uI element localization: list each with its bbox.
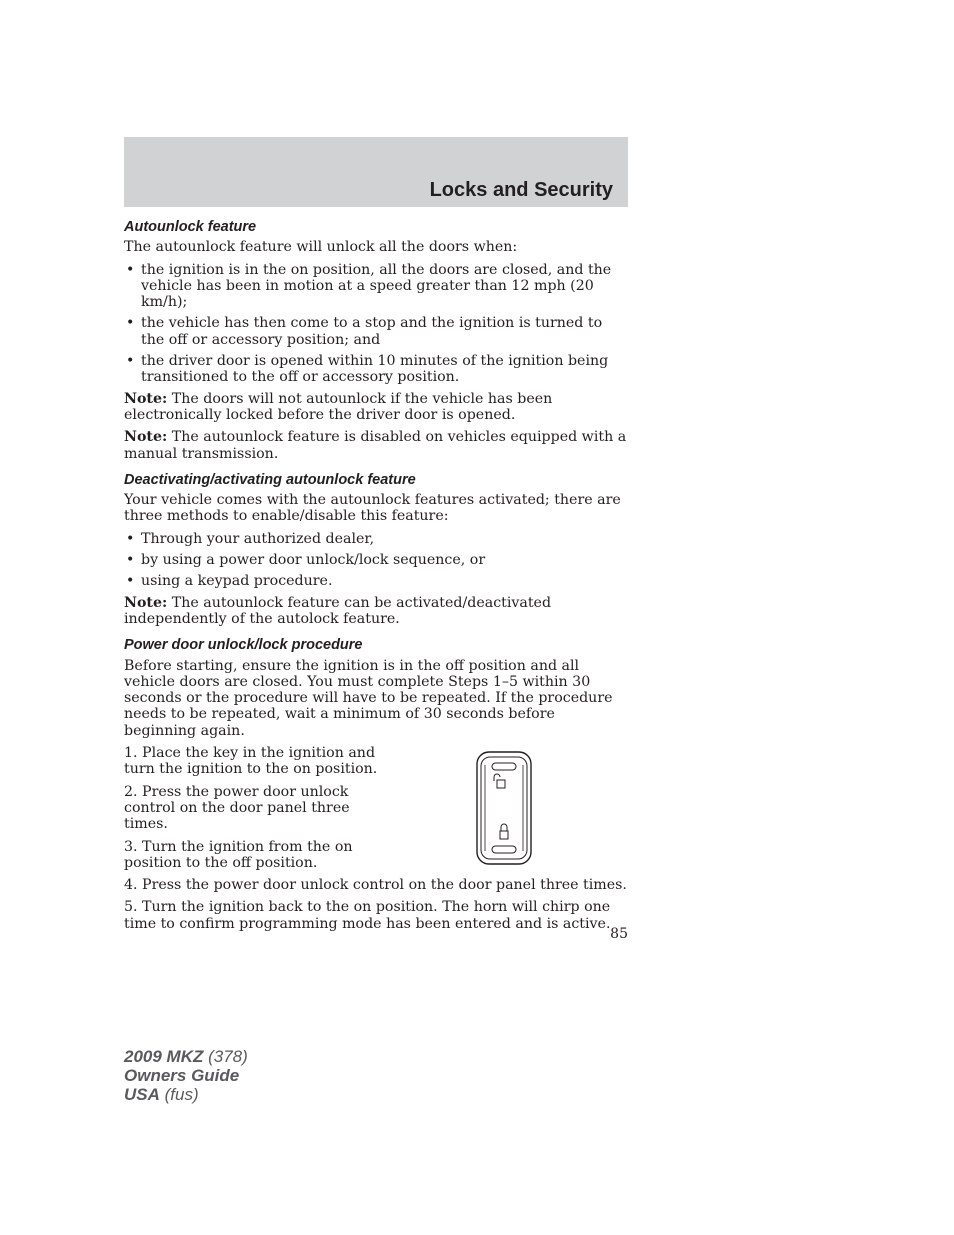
steps-with-figure — [124, 745, 628, 871]
header-band — [124, 137, 628, 207]
bullet: • — [126, 552, 135, 569]
list-item: • the vehicle has then come to a stop and the ignition is turned to the off or accessory position; and — [126, 315, 603, 348]
door-lock-switch-illustration — [476, 751, 532, 865]
heading-procedure: Power door unlock/lock procedure — [124, 637, 363, 654]
bullet: • — [126, 353, 135, 370]
heading-autounlock: Autounlock feature — [124, 219, 257, 235]
heading-deactivating: Deactivating/activating autounlock feature — [124, 471, 416, 488]
bullet: • — [126, 261, 135, 278]
autounlock-conditions-list — [124, 262, 628, 386]
procedure-intro: Before starting, ensure the ignition is in the off position and all vehicle doors are closed. You must complete Steps 1–5 within 30 seconds or the procedure will have to be repeated. If the procedure needs to be repeated, wait a minimum of 30 seconds before beginning again. — [124, 657, 613, 739]
autounlock-intro: The autounlock feature will unlock all the doors when: — [124, 239, 518, 256]
bullet: • — [126, 315, 135, 332]
note-independent: Note: The autounlock feature can be activated/deactivated independently of the autolock feature. — [124, 594, 552, 627]
list-item: • the driver door is opened within 10 minutes of the ignition being transitioned to the off or accessory position. — [126, 353, 609, 386]
step-5: 5. Turn the ignition back to the on position. The horn will chirp one time to confirm programming mode has been entered and is active. — [124, 899, 611, 932]
note-manual-transmission: Note: The autounlock feature is disabled on vehicles equipped with a manual transmission. — [124, 429, 627, 462]
section-title: Locks and Security — [429, 179, 613, 201]
page-number: 85 — [610, 926, 628, 942]
note-autounlock-locked: Note: The doors will not autounlock if the vehicle has been electronically locked before the driver door is opened. — [124, 390, 553, 423]
list-item: • Through your authorized dealer, — [126, 530, 375, 547]
list-item: • the ignition is in the on position, all the doors are closed, and the vehicle has been in motion at a speed greater than 12 mph (20 km/h); — [126, 261, 612, 311]
document-footer: 2009 MKZ (378) Owners Guide USA (fus) — [124, 1047, 248, 1104]
step-2: 2. Press the power door unlock control on the door panel three times. — [124, 783, 350, 833]
deactivating-methods-list — [124, 531, 628, 590]
step-4: 4. Press the power door unlock control on the door panel three times. — [124, 877, 627, 894]
page-content — [124, 219, 628, 938]
bullet: • — [126, 573, 135, 590]
step-3: 3. Turn the ignition from the on position to the off position. — [124, 838, 353, 871]
list-item: • using a keypad procedure. — [126, 573, 333, 590]
step-1: 1. Place the key in the ignition and turn the ignition to the on position. — [124, 745, 378, 778]
bullet: • — [126, 530, 135, 547]
list-item: • by using a power door unlock/lock sequence, or — [126, 552, 486, 569]
deactivating-intro: Your vehicle comes with the autounlock features activated; there are three methods to enable/disable this feature: — [124, 492, 621, 525]
